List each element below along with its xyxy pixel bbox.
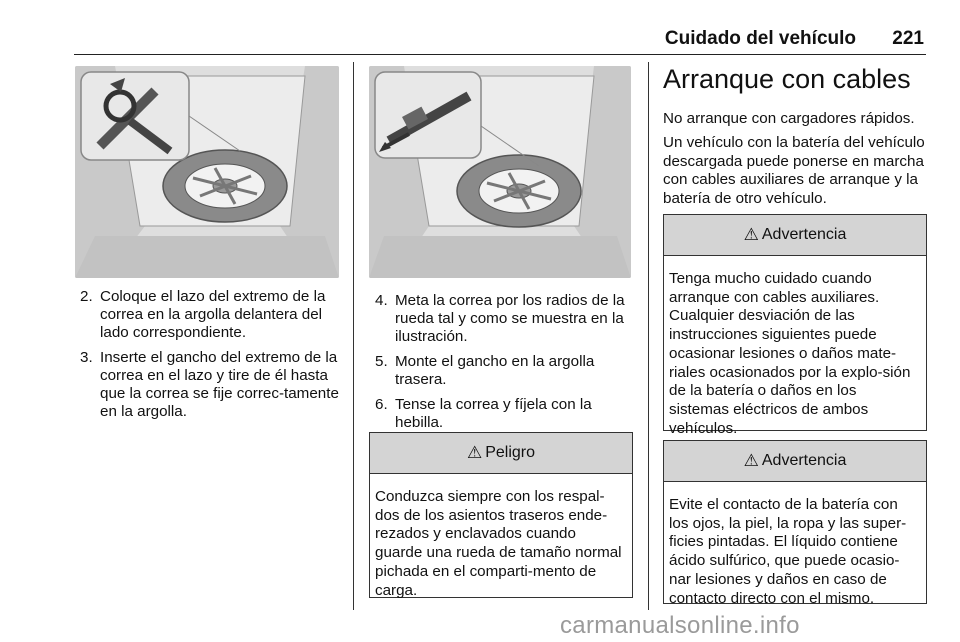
paragraph: No arranque con cargadores rápidos. [663,110,915,127]
step-number: 3. [80,349,93,366]
list-item [375,353,635,389]
warning-title: Advertencia [761,452,847,469]
warning-box-header [664,441,926,482]
warning-text: Tenga mucho cuidado cuando arranque con cables auxiliares. Cualquier desviación de las instrucciones siguientes puede ocasionar lesiones o daños mate-riales ocasionados por la explo-sión de la batería o daños en los sistemas eléctricos de ambos vehículos. [669,270,911,437]
step-number: 2. [80,288,93,305]
warning-title: Advertencia [761,226,847,243]
warning-triangle-icon: ⚠ [466,443,483,462]
page-number: 221 [892,28,924,49]
warning-text: Evite el contacto de la batería con los ojos, la piel, la ropa y las super-ficies pintadas. El líquido contiene ácido sulfúrico, que puede ocasio-nar lesiones y daños en caso de contacto directo con el mismo. [669,496,907,607]
list-item [80,288,342,342]
spare-wheel-strap-illustration-front [75,66,339,278]
step-text: Tense la correa y fíjela con la hebilla. [395,396,592,431]
step-text: Meta la correa por los radios de la rueda tal y como se muestra en la ilustración. [395,292,625,345]
danger-text: Conduzca siempre con los respal-dos de los asientos traseros ende-rezados y enclavados cuando guarde una rueda de tamaño normal pichada en el comparti-mento de carga. [375,488,622,599]
list-item [375,396,635,432]
section-heading: Arranque con cables [663,64,911,94]
step-number: 4. [375,292,388,309]
steps-list-column2 [375,292,635,439]
page-header [74,24,926,55]
paragraph: Un vehículo con la batería del vehículo descargada puede ponerse en marcha con cables auxiliares de arranque y la batería de otro vehículo. [663,134,925,207]
step-number: 5. [375,353,388,370]
step-text: Coloque el lazo del extremo de la correa en la argolla delantera del lado correspondiente. [100,288,326,341]
column-divider [648,62,649,610]
section-title: Cuidado del vehículo [664,28,856,49]
danger-title: Peligro [485,444,536,461]
steps-list-column1 [80,288,342,428]
danger-box [369,432,633,598]
danger-box-header [370,433,632,474]
warning-box [663,214,927,437]
list-item [80,349,342,421]
step-number: 6. [375,396,388,413]
spare-wheel-strap-illustration-rear [369,66,631,278]
step-text: Monte el gancho en la argolla trasera. [395,353,595,388]
watermark: carmanualsonline.info [560,612,800,639]
warning-triangle-icon: ⚠ [743,225,759,244]
warning-box-header [664,215,926,256]
list-item [375,292,635,346]
column-divider [353,62,354,610]
warning-triangle-icon: ⚠ [743,451,759,470]
warning-box [663,440,927,607]
step-text: Inserte el gancho del extremo de la correa en el lazo y tire de él hasta que la correa se fije correc-tamente en la argolla. [100,349,339,420]
